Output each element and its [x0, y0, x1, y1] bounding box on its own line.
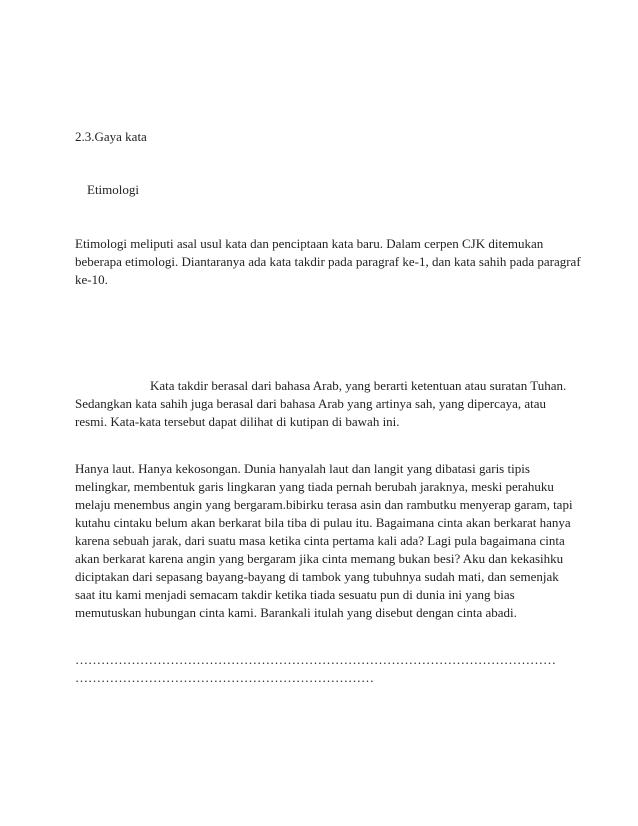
quote-line: kutahu cintaku belum akan berkarat bila tiba di pulau itu. Bagaimana cinta akan berkarat hanya: [75, 515, 571, 530]
ellipsis-line: ……………………………………………………………: [75, 670, 374, 685]
paragraph-line: Kata takdir berasal dari bahasa Arab, yang berarti ketentuan atau suratan Tuhan.: [150, 378, 567, 393]
paragraph-line: resmi. Kata-kata tersebut dapat dilihat di kutipan di bawah ini.: [75, 414, 400, 429]
quote-line: saat itu kami menjadi semacam takdir ketika tiada sesuatu pun di dunia ini yang bias: [75, 587, 515, 602]
quote-line: Hanya laut. Hanya kekosongan. Dunia hanyalah laut dan langit yang dibatasi garis tipis: [75, 461, 530, 476]
quote-line: karena sebuah jarak, dari suatu masa ketika cinta pertama kali ada? Lagi pula bagaimana cinta: [75, 533, 565, 548]
quote-line: akan berkarat karena angin yang bergaram jika cinta memang bukan besi? Aku dan kekasihku: [75, 551, 564, 566]
paragraph-line: Sedangkan kata sahih juga berasal dari bahasa Arab yang artinya sah, yang dipercaya, atau: [75, 396, 547, 411]
ellipsis-line: …………………………………………………………………………………………………: [75, 652, 556, 667]
quote-line: melaju menembus angin yang bergaram.bibirku terasa asin dan rambutku menyerap garam, tapi: [75, 497, 573, 512]
quote-line: memutuskan hubungan cinta kami. Barankali itulah yang disebut dengan cinta abadi.: [75, 605, 517, 620]
paragraph-line: ke-10.: [75, 272, 108, 287]
paragraph-line: beberapa etimologi. Diantaranya ada kata takdir pada paragraf ke-1, dan kata sahih pada paragraf: [75, 254, 581, 269]
paragraph-line: Etimologi meliputi asal usul kata dan penciptaan kata baru. Dalam cerpen CJK ditemukan: [75, 236, 544, 251]
quote-line: melingkar, membentuk garis lingkaran yang tiada pernah berubah jaraknya, meski perahuku: [75, 479, 554, 494]
section-heading: 2.3.Gaya kata: [75, 129, 147, 144]
section-subheading: Etimologi: [87, 182, 139, 197]
quote-line: diciptakan dari sepasang bayang-bayang di tambok yang tubuhnya sudah mati, dan semenjak: [75, 569, 559, 584]
